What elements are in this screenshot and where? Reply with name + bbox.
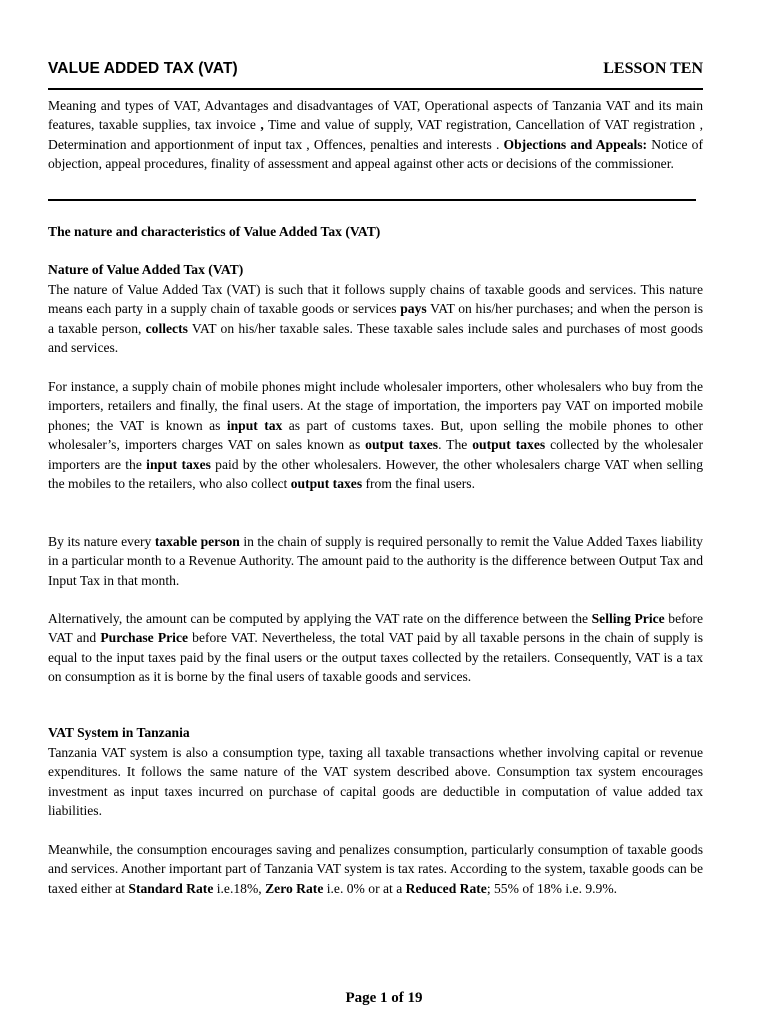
nature-paragraph-1: The nature of Value Added Tax (VAT) is such that it follows supply chains of taxable goods and services. This nature means each party in a supply chain of taxable goods or services pays VAT on his/her purchases; and when the person is a taxable person, collects VAT on his/her taxable sales. These taxable sales include sales and purchases of most goods and services. xyxy=(48,282,704,356)
nature-paragraph-3: By its nature every taxable person in the chain of supply is required personally to remit the Value Added Taxes liability in a particular month to a Revenue Authority. The amount paid to the authority is the difference between Output Tax and Input Tax in that month. xyxy=(48,534,703,588)
section-heading: The nature and characteristics of Value Added Tax (VAT) xyxy=(48,224,381,239)
lesson-label: LESSON TEN xyxy=(603,60,703,77)
objections-heading: Objections and Appeals: xyxy=(503,136,648,152)
page-header xyxy=(48,60,703,78)
page-number: Page 1 of 19 xyxy=(345,990,423,1006)
intro-paragraph: Meaning and types of VAT, Advantages and disadvantages of VAT, Operational aspects of Tanzania VAT and its main features, taxable supplies, tax invoice , Time and value of supply, VAT registration, Cancellation of VAT registration , Determination and apportionment of input tax , Offences, penalties and interests . Objections and Appeals: Notice of objection, appeal procedures, finality of assessment and appeal against other acts or decisions of the commissioner. xyxy=(48,98,703,172)
nature-paragraph-2: For instance, a supply chain of mobile phones might include wholesaler importers, other wholesalers who buy from the importers, retailers and finally, the final users. At the stage of importation, the importers pay VAT on imported mobile phones; the VAT is known as input tax as part of customs taxes. But, upon selling the mobile phones to other wholesaler’s, importers charges VAT on sales known as output taxes. The output taxes collected by the wholesaler importers are the input taxes paid by the other wholesalers. However, the other wholesalers charge VAT when selling the mobiles to the retailers, who also collect output taxes from the final users. xyxy=(48,379,703,492)
document-title: VALUE ADDED TAX (VAT) xyxy=(48,60,238,77)
intro-divider xyxy=(48,199,696,201)
tanzania-paragraph-2: Meanwhile, the consumption encourages saving and penalizes consumption, particularly consumption of taxable goods and services. Another important part of Tanzania VAT system is tax rates. According to the system, taxable goods can be taxed either at Standard Rate i.e.18%, Zero Rate i.e. 0% or at a Reduced Rate; 55% of 18% i.e. 9.9%. xyxy=(48,842,703,896)
nature-paragraph-4: Alternatively, the amount can be computed by applying the VAT rate on the difference between the Selling Price before VAT and Purchase Price before VAT. Nevertheless, the total VAT paid by all taxable persons in the chain of supply is equal to the input taxes paid by the final users or the output taxes collected by the retailers. Consequently, VAT is a tax on consumption as it is borne by the final users of taxable goods and services. xyxy=(48,611,703,685)
nature-heading: Nature of Value Added Tax (VAT) xyxy=(48,262,244,277)
header-divider xyxy=(48,88,703,90)
tanzania-heading: VAT System in Tanzania xyxy=(48,725,190,740)
tanzania-paragraph-1: Tanzania VAT system is also a consumption type, taxing all taxable transactions whether involving capital or revenue expenditures. It follows the same nature of the VAT system described above. Consumption tax system encourages investment as input taxes incurred on purchase of capital goods are deductible in computation of value added tax liabilities. xyxy=(48,745,703,819)
